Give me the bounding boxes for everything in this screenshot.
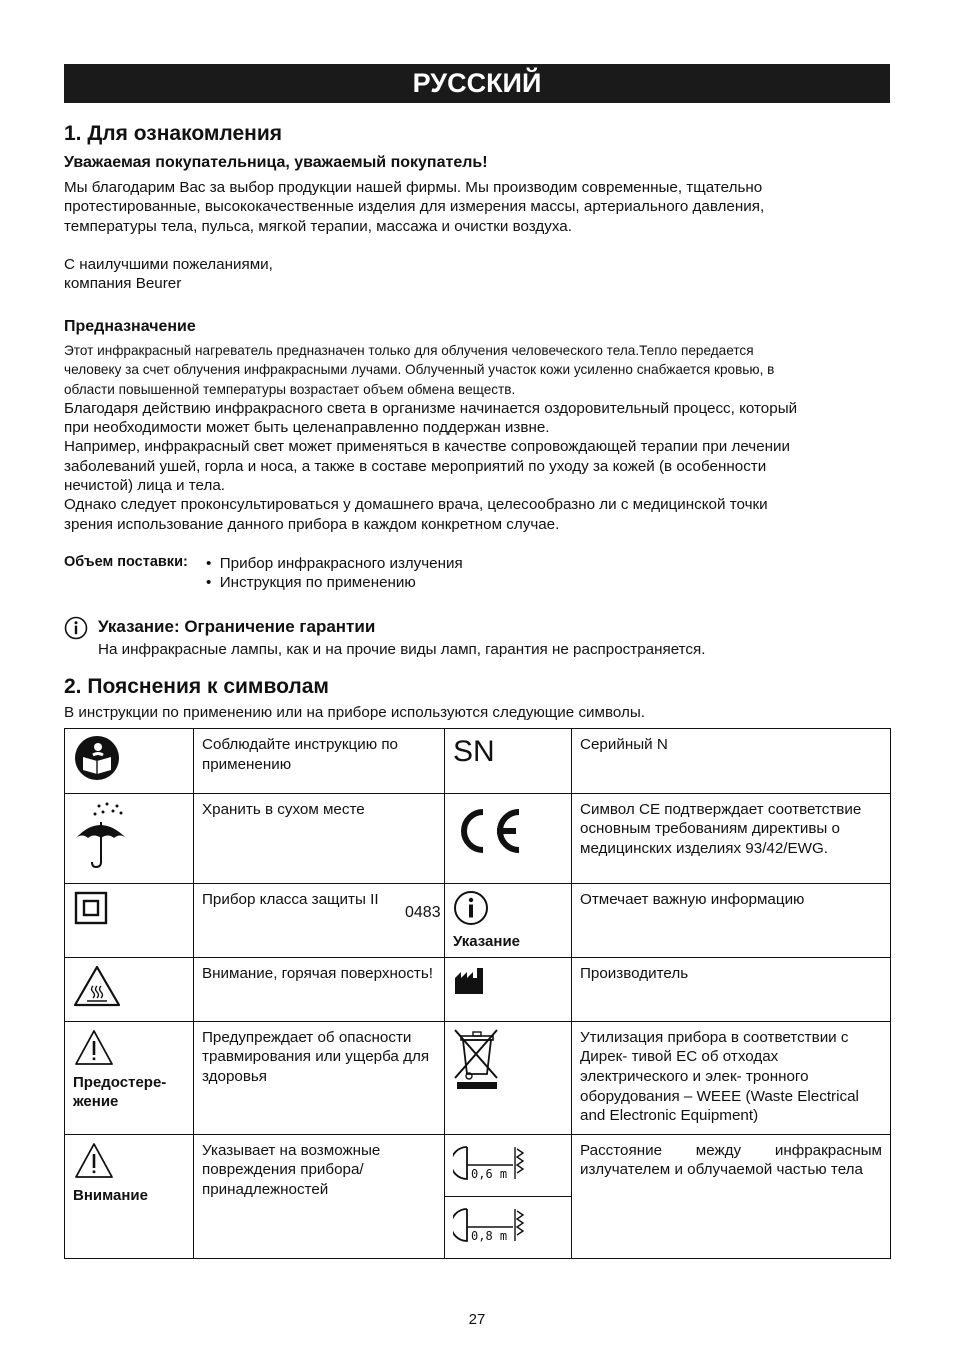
- weee-bin-icon: [453, 1028, 501, 1092]
- table-row: [65, 793, 891, 884]
- manufacturer-icon: [453, 964, 487, 998]
- table-cell: [572, 1134, 891, 1258]
- table-row: [65, 957, 891, 1021]
- delivery-list: [206, 554, 463, 593]
- distance-label: 0,8 m: [471, 1228, 508, 1243]
- table-row: [65, 1134, 891, 1196]
- table-cell: Производитель: [572, 957, 891, 1021]
- table-cell: [445, 1021, 572, 1134]
- table-cell: Хранить в сухом месте: [194, 793, 445, 884]
- icon-label: Предостере-жение: [73, 1074, 167, 1111]
- table-cell: Прибор класса защиты II: [194, 884, 445, 958]
- language-banner: РУССКИЙ: [64, 64, 890, 103]
- purpose-title: Предназначение: [64, 318, 196, 335]
- table-cell: [65, 1021, 194, 1134]
- table-cell: [65, 957, 194, 1021]
- warning-icon: [73, 1028, 115, 1068]
- ce-number: 0483: [405, 904, 441, 922]
- note-text: На инфракрасные лампы, как и на прочие виды ламп, гарантия не распространяется.: [98, 641, 706, 658]
- umbrella-rain-icon: [73, 800, 133, 872]
- icon-label: Внимание: [73, 1187, 148, 1205]
- intro-line: температуры тела, пульса, мягкой терапии, массажа и очистки воздуха.: [64, 217, 572, 235]
- table-row: [65, 884, 891, 958]
- table-cell: [65, 793, 194, 884]
- ce-mark-icon: [453, 800, 565, 862]
- purpose-line: зрения использование данного прибора в каждом конкретном случае.: [64, 515, 560, 533]
- regards: [64, 255, 273, 294]
- table-cell: [65, 884, 194, 958]
- table-row: [65, 1021, 891, 1134]
- delivery-item: • Прибор инфракрасного излучения: [206, 555, 463, 572]
- purpose-line: Благодаря действию инфракрасного света в организме начинается оздоровительный процесс, который: [64, 399, 798, 417]
- table-cell: [445, 957, 572, 1021]
- purpose-line: при необходимости может быть целенаправленно поддержан извне.: [64, 419, 550, 437]
- purpose-line: нечистой) лица и тела.: [64, 477, 225, 495]
- table-cell: Указывает на возможные повреждения прибора/ принадлежностей: [194, 1134, 445, 1258]
- table-cell: [445, 729, 572, 794]
- section2-title: 2. Пояснения к символам: [64, 675, 329, 698]
- icon-label: Указание: [453, 932, 521, 950]
- table-cell: [405, 793, 572, 922]
- delivery-label: Объем поставки:: [64, 554, 188, 570]
- symbols-table: [64, 728, 891, 1259]
- purpose-paragraph: [64, 341, 894, 534]
- distance-icon: [453, 1205, 533, 1245]
- table-cell: Внимание, горячая поверхность!: [194, 957, 445, 1021]
- page-number: 27: [468, 1311, 486, 1328]
- info-icon: [64, 616, 88, 640]
- note-title: Указание: Ограничение гарантии: [98, 617, 376, 636]
- table-cell: Соблюдайте инструкцию по применению: [194, 729, 445, 794]
- hot-surface-icon: [73, 964, 121, 1008]
- table-cell: Символ CE подтверждает соответствие основным требованиям директивы о медицинских изделиях 93/42/EWG.: [572, 793, 891, 884]
- purpose-line: Однако следует проконсультироваться у домашнего врача, целесообразно ли с медицинской точки: [64, 496, 768, 514]
- table-cell: Предупреждает об опасности травмирования или ущерба для здоровья: [194, 1021, 445, 1134]
- table-cell: Серийный N: [572, 729, 891, 794]
- purpose-line: заболеваний ушей, горла и носа, а также в составе мероприятий по уходу за кожей (в особенности: [64, 457, 767, 475]
- table-cell: [445, 1196, 572, 1258]
- delivery-item: • Инструкция по применению: [206, 574, 416, 592]
- distance-text: излучателем и облучаемой частью тела: [580, 1161, 863, 1179]
- section2-intro: В инструкции по применению или на приборе используются следующие символы.: [64, 704, 645, 721]
- serial-number-icon: SN: [453, 735, 495, 768]
- greeting: Уважаемая покупательница, уважаемый покупатель!: [64, 154, 488, 171]
- info-icon: [453, 890, 489, 926]
- table-cell: [65, 1134, 194, 1258]
- section1-title: 1. Для ознакомления: [64, 122, 282, 145]
- table-cell: [65, 729, 194, 794]
- table-cell: [445, 1134, 572, 1196]
- purpose-line: человеку за счет облучения инфракрасными лучами. Облученный участок кожи усиленно снабжается кровью, в: [64, 362, 775, 378]
- regards-line: С наилучшими пожеланиями,: [64, 256, 273, 273]
- intro-line: протестированные, высококачественные изделия для измерения массы, артериального давления,: [64, 198, 765, 216]
- intro-paragraph: [64, 178, 894, 236]
- table-cell: [445, 884, 572, 958]
- table-cell: Отмечает важную информацию: [572, 884, 891, 958]
- distance-text: Расстояние между инфракрасным: [580, 1141, 882, 1159]
- read-manual-icon: [73, 735, 121, 781]
- class-ii-icon: [73, 890, 109, 926]
- table-cell: Утилизация прибора в соответствии с Дирек- тивой ЕС об отходах электрического и элек- тронного оборудования – WEEE (Waste Electrical and Electronic Equipment): [572, 1021, 891, 1134]
- purpose-line: Например, инфракрасный свет может применяться в качестве сопровождающей терапии при лечении: [64, 438, 791, 456]
- distance-icon: [453, 1143, 533, 1183]
- warning-icon: [73, 1141, 115, 1181]
- purpose-line: области повышенной температуры возрастает объем обмена веществ.: [64, 381, 516, 397]
- regards-line: компания Beurer: [64, 275, 182, 293]
- intro-line: Мы благодарим Вас за выбор продукции нашей фирмы. Мы производим современные, тщательно: [64, 179, 763, 196]
- purpose-line: Этот инфракрасный нагреватель предназначен только для облучения человеческого тела.Тепло передается: [64, 343, 754, 358]
- distance-label: 0,6 m: [471, 1166, 508, 1181]
- table-row: [65, 729, 891, 794]
